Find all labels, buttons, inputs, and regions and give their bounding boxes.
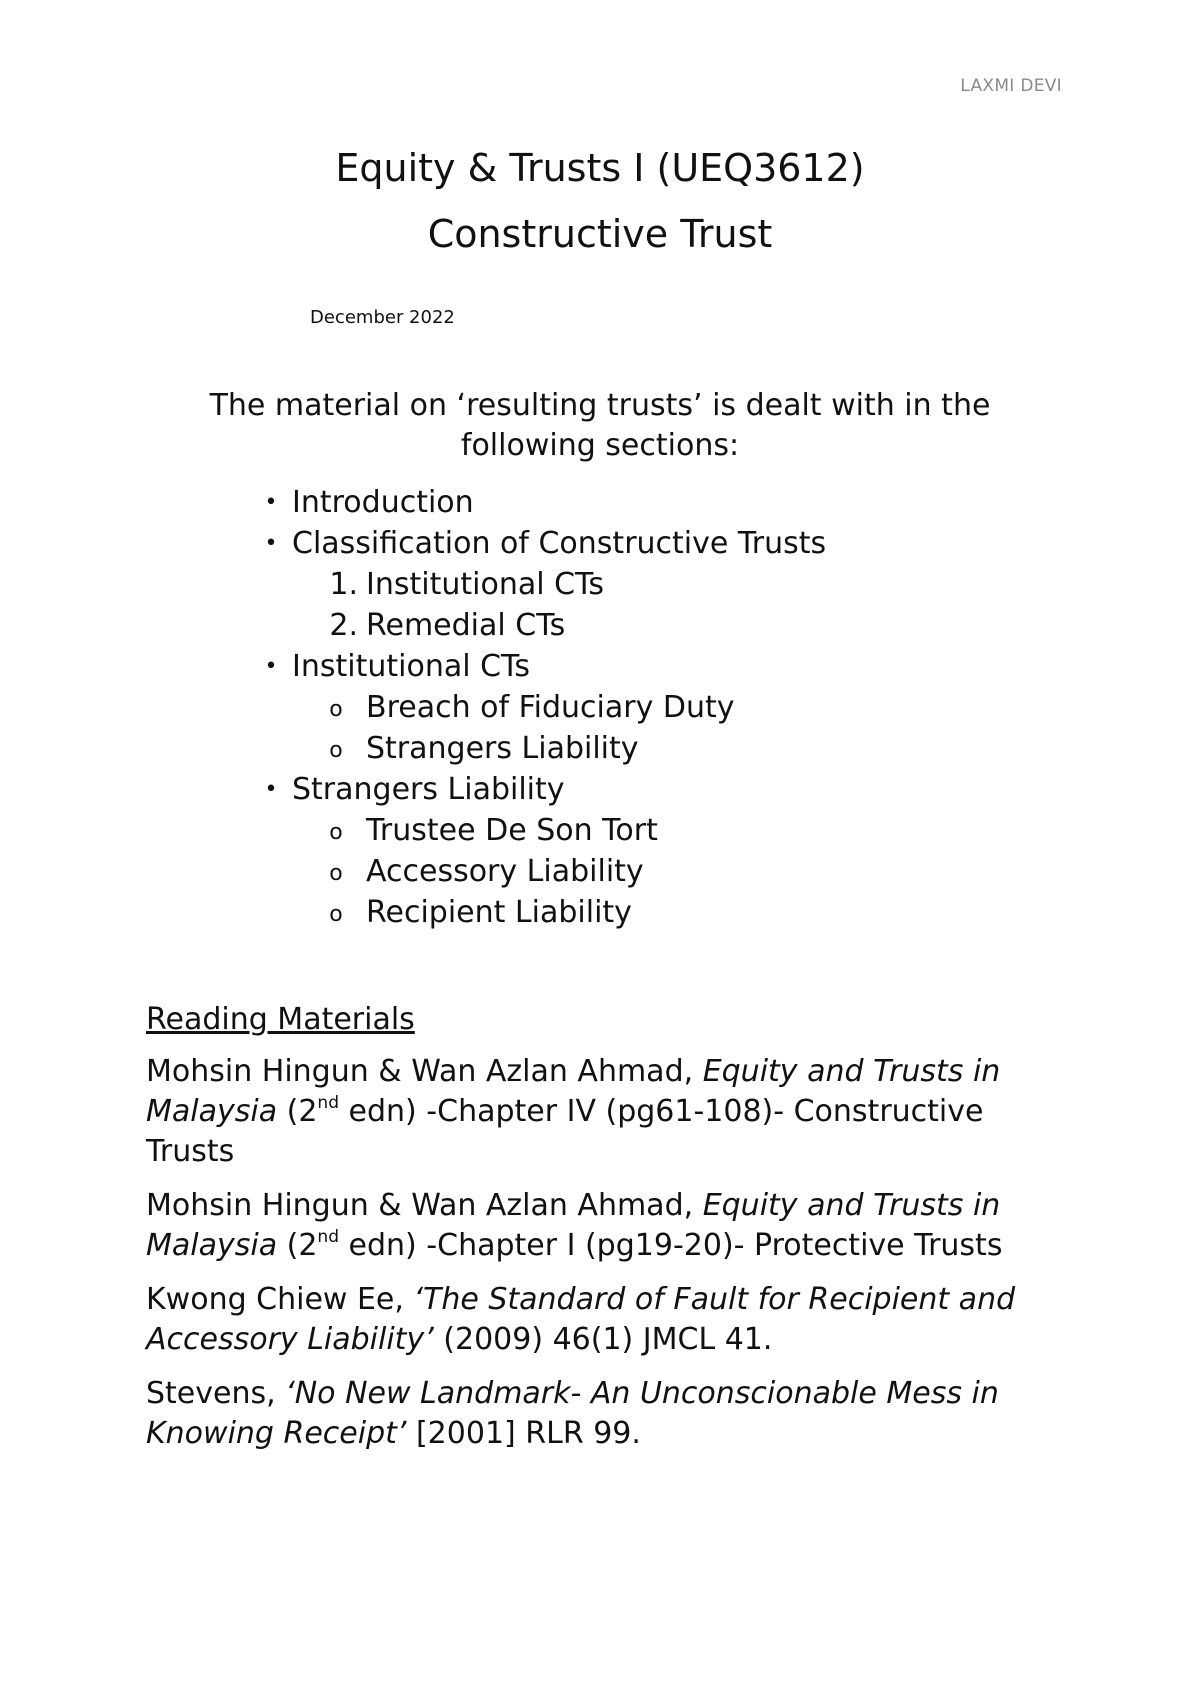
circle-bullet-icon: o [329,820,343,845]
circle-bullet-icon: o [329,902,343,927]
reference-entry [146,1186,1046,1266]
ref-details: (2009) 46(1) JMCL 41. [433,1322,773,1357]
ref-details: [2001] RLR 99. [406,1416,641,1451]
subitem-label: Breach of Fiduciary Duty [366,690,735,725]
bullet-icon: • [264,654,278,679]
list-number: 1. [329,567,358,602]
ref-author: Stevens, [146,1376,286,1411]
circle-sublist [292,810,826,933]
circle-bullet-icon: o [329,697,343,722]
numbered-subitem [322,605,826,646]
intro-paragraph: The material on ‘resulting trusts’ is dealt with in the following sections: [209,388,991,463]
subitem-label: Trustee De Son Tort [366,813,658,848]
subitem-label: Recipient Liability [366,895,632,930]
reading-materials-heading: Reading Materials [146,1002,415,1037]
reference-entry [146,1280,1046,1360]
ref-author: Kwong Chiew Ee, [146,1282,414,1317]
outline-item-label: Classification of Constructive Trusts [292,526,827,561]
outline-item-label: Institutional CTs [292,649,531,684]
ref-edition: (2 [277,1094,318,1129]
ref-article-title: ‘No New Landmark- An Unconscionable Mess in Knowing Receipt’ [146,1376,999,1451]
subitem-label: Institutional CTs [366,567,605,602]
outline-item [262,769,826,933]
bullet-icon: • [264,531,278,556]
section-outline [262,482,826,933]
ref-author: Mohsin Hingun & Wan Azlan Ahmad, [146,1054,703,1089]
ref-book-title: Equity and Trusts in Malaysia [146,1054,1001,1129]
circle-subitem [322,728,826,769]
ref-edition-suffix: nd [317,1093,339,1113]
subitem-label: Remedial CTs [366,608,566,643]
outline-item [262,523,826,646]
topic-title: Constructive Trust [427,212,773,256]
reference-entry [146,1374,1046,1454]
bullet-icon: • [264,490,278,515]
ref-author: Mohsin Hingun & Wan Azlan Ahmad, [146,1188,703,1223]
list-number: 2. [329,608,358,643]
document-date: December 2022 [310,307,455,328]
circle-bullet-icon: o [329,861,343,886]
ref-details: edn) -Chapter IV (pg61-108)- Constructive Trusts [146,1094,984,1169]
outline-item [262,482,826,523]
circle-subitem [322,892,826,933]
circle-subitem [322,687,826,728]
header-author: LAXMI DEVI [960,76,1062,96]
circle-subitem [322,810,826,851]
subitem-label: Strangers Liability [366,731,639,766]
ref-details: edn) -Chapter I (pg19-20)- Protective Trusts [339,1228,1003,1263]
numbered-sublist [292,564,826,646]
outline-item-label: Introduction [292,485,474,520]
circle-sublist [292,687,826,769]
reference-entry [146,1052,1046,1172]
subitem-label: Accessory Liability [366,854,644,889]
numbered-subitem [322,564,826,605]
course-title: Equity & Trusts I (UEQ3612) [335,146,865,190]
ref-edition: (2 [277,1228,318,1263]
bullet-icon: • [264,777,278,802]
ref-edition-suffix: nd [317,1227,339,1247]
outline-item-label: Strangers Liability [292,772,565,807]
ref-article-title: ‘The Standard of Fault for Recipient and Accessory Liability’ [146,1282,1016,1357]
outline-item [262,646,826,769]
reading-materials [146,1000,1046,1468]
circle-bullet-icon: o [329,738,343,763]
circle-subitem [322,851,826,892]
ref-book-title: Equity and Trusts in Malaysia [146,1188,1001,1263]
